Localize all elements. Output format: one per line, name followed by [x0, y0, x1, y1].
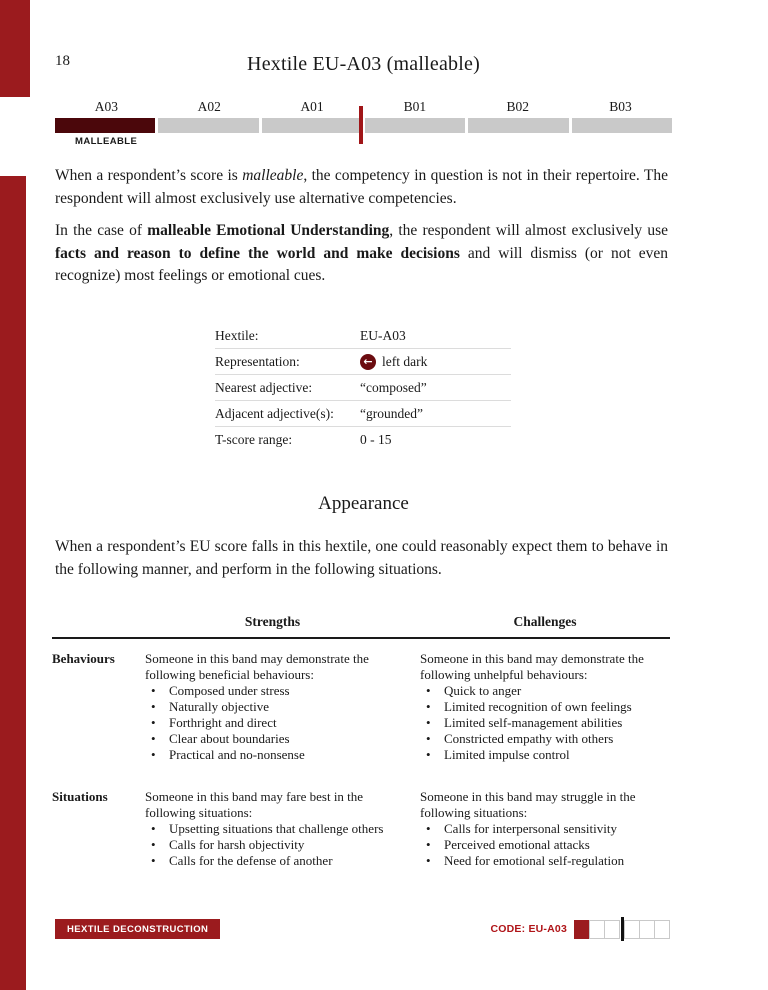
- hextile-segment: [365, 118, 465, 133]
- row-label: Behaviours: [52, 651, 115, 666]
- row-value: [360, 354, 427, 370]
- matrix-header-row: [52, 614, 670, 639]
- cell-intro: Someone in this band may demonstrate the following unhelpful behaviours:: [420, 651, 644, 682]
- hextile-segment-label: B02: [506, 99, 529, 114]
- behaviours-strengths-cell: [145, 651, 400, 763]
- code-square: [589, 920, 605, 939]
- bullet-item: • Limited self-management abilities: [420, 715, 670, 731]
- bullet-item: • Forthright and direct: [145, 715, 400, 731]
- behaviours-challenges-cell: [420, 651, 670, 763]
- code-square: [654, 920, 670, 939]
- page-number: 18: [55, 53, 70, 69]
- row-label: Representation:: [215, 353, 300, 369]
- row-value: “composed”: [360, 379, 427, 395]
- hextile-labels: [55, 99, 672, 115]
- left-arrow-circle-icon: ←: [360, 354, 376, 370]
- bullet-item: • Calls for the defense of another: [145, 853, 400, 869]
- hextile-segment-label: B03: [609, 99, 632, 114]
- hextile-segment-label: B01: [403, 99, 427, 114]
- footer-section-badge: HEXTILE DECONSTRUCTION: [55, 919, 220, 939]
- row-value: EU-A03: [360, 327, 406, 343]
- representation-text: left dark: [382, 353, 428, 369]
- hextile-segment-label: A03: [94, 99, 119, 114]
- hextile-segment-label: A02: [197, 99, 221, 114]
- bullet-item: • Limited impulse control: [420, 747, 670, 763]
- bullet-item: • Perceived emotional attacks: [420, 837, 670, 853]
- hextile-segment: [468, 118, 568, 133]
- cell-intro: Someone in this band may demonstrate the following beneficial behaviours:: [145, 651, 369, 682]
- bullet-item: • Quick to anger: [420, 683, 670, 699]
- cell-intro: Someone in this band may struggle in the following situations:: [420, 789, 636, 820]
- hextile-midpoint-divider: [359, 106, 363, 144]
- cell-intro: Someone in this band may fare best in the following situations:: [145, 789, 364, 820]
- row-value: 0 - 15: [360, 431, 392, 447]
- row-label: Situations: [52, 789, 108, 804]
- matrix-row-situations: [52, 777, 670, 869]
- bullet-item: • Limited recognition of own feelings: [420, 699, 670, 715]
- hextile-segment: [262, 118, 362, 133]
- hextile-segment-label: A01: [300, 99, 324, 114]
- bullet-item: • Clear about boundaries: [145, 731, 400, 747]
- bullet-item: • Composed under stress: [145, 683, 400, 699]
- bullet-item: • Constricted empathy with others: [420, 731, 670, 747]
- row-label: Hextile:: [215, 327, 259, 343]
- code-square: [639, 920, 655, 939]
- appearance-paragraph: When a respondent’s EU score falls in this hextile, one could reasonably expect them to behave in the following manner, and perform in the following situations.: [55, 538, 668, 578]
- bullet-item: • Practical and no-nonsense: [145, 747, 400, 763]
- table-row: [215, 349, 511, 375]
- column-header-strengths: Strengths: [244, 614, 301, 629]
- intro-paragraph-2: In the case of malleable Emotional Understanding, the respondent will almost exclusively use facts and reason to define the world and make decisions and will dismiss (or not even recognize) most feelings or emotional cues.: [55, 222, 669, 284]
- table-row: [215, 375, 511, 401]
- footer-code-group: [491, 917, 671, 941]
- hextile-segment: [572, 118, 672, 133]
- table-row: [215, 401, 511, 427]
- intro-paragraph-1: When a respondent’s score is malleable, the competency in question is not in their repertoire. The respondent will almost exclusively use alternative competencies.: [55, 167, 669, 207]
- top-left-accent-block: [0, 0, 30, 97]
- hextile-segment: [158, 118, 258, 133]
- hextile-active-caption: MALLEABLE: [75, 136, 138, 147]
- hextile-code-squares: [575, 917, 670, 941]
- code-square: [604, 920, 620, 939]
- hextile-segment-active: [55, 118, 155, 133]
- matrix-row-behaviours: [52, 639, 670, 763]
- table-row: [215, 323, 511, 349]
- appearance-heading: Appearance: [318, 493, 409, 514]
- hextile-segments: [55, 118, 672, 133]
- row-label: Adjacent adjective(s):: [215, 405, 334, 421]
- situations-challenges-cell: [420, 789, 670, 869]
- code-square: [624, 920, 640, 939]
- row-label: T-score range:: [215, 431, 293, 447]
- left-accent-bar: [0, 176, 26, 990]
- hextile-scale: [55, 99, 672, 149]
- bullet-item: • Calls for interpersonal sensitivity: [420, 821, 670, 837]
- code-square-filled: [574, 920, 590, 939]
- bullet-item: • Calls for harsh objectivity: [145, 837, 400, 853]
- bullet-list: [145, 683, 400, 763]
- intro-section: [55, 165, 668, 288]
- column-header-challenges: Challenges: [513, 614, 577, 629]
- strengths-challenges-table: [52, 614, 670, 869]
- situations-strengths-cell: [145, 789, 400, 869]
- bullet-item: • Need for emotional self-regulation: [420, 853, 670, 869]
- row-value: “grounded”: [360, 405, 423, 421]
- bullet-list: [420, 821, 670, 869]
- footer-code-label: CODE: EU-A03: [490, 923, 567, 935]
- row-label: Nearest adjective:: [215, 379, 313, 395]
- page-title: Hextile EU-A03 (malleable): [247, 53, 480, 75]
- bullet-list: [420, 683, 670, 763]
- hextile-summary-table: [215, 323, 511, 452]
- bullet-item: • Naturally objective: [145, 699, 400, 715]
- bullet-item: • Upsetting situations that challenge others: [145, 821, 400, 837]
- table-row: [215, 427, 511, 452]
- bullet-list: [145, 821, 400, 869]
